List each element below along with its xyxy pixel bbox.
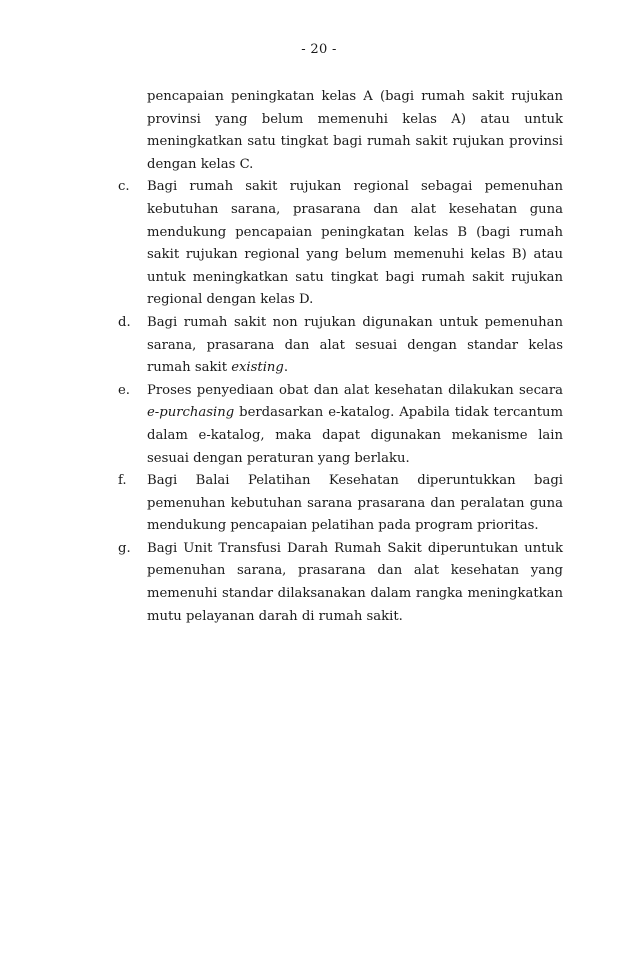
list-item-text: Bagi Unit Transfusi Darah Rumah Sakit diperuntukan untuk pemenuhan sarana, prasarana dan alat kesehatan yang memenuhi standar dilaksanakan dalam rangka meningkatkan mutu pelayanan darah di rumah sakit. <box>147 540 563 624</box>
italic-term: e-purchasing <box>147 405 235 421</box>
text-segment: berdasarkan e-katalog. Apabila tidak tercantum dalam e-katalog, maka dapat digunakan mekanisme lain sesuai dengan peraturan yang berlaku. <box>147 405 563 466</box>
list-marker: d. <box>118 314 131 330</box>
list-marker: g. <box>118 540 131 556</box>
page-number: - 20 - <box>301 42 337 57</box>
text-segment: . <box>283 360 289 376</box>
list-item-text: Bagi Balai Pelatihan Kesehatan diperuntukkan bagi pemenuhan kebutuhan sarana prasarana dan peralatan guna mendukung pencapaian pelatihan pada program prioritas. <box>147 473 563 534</box>
list-item-d <box>118 312 563 380</box>
list-item-text <box>147 312 563 380</box>
continuation-paragraph: pencapaian peningkatan kelas A (bagi rumah sakit rujukan provinsi yang belum memenuhi kelas A) atau untuk meningkatkan satu tingkat bagi rumah sakit rujukan provinsi dengan kelas C. <box>147 89 563 172</box>
italic-term: existing <box>231 360 284 376</box>
document-body <box>118 86 563 628</box>
list-item-c <box>118 176 563 312</box>
list-marker: e. <box>118 382 130 398</box>
list-item-text: Bagi rumah sakit rujukan regional sebagai pemenuhan kebutuhan sarana, prasarana dan alat kesehatan guna mendukung pencapaian peningkatan kelas B (bagi rumah sakit rujukan regional yang belum memenuhi kelas B) atau untuk meningkatkan satu tingkat bagi rumah sakit rujukan regional dengan kelas D. <box>147 179 563 308</box>
list-item-f <box>118 470 563 538</box>
text-segment: Bagi rumah sakit non rujukan digunakan untuk pemenuhan sarana, prasarana dan alat sesuai dengan standar kelas rumah sakit <box>147 314 563 376</box>
list-item-e <box>118 380 563 470</box>
list-item-g <box>118 538 563 628</box>
list-marker: f. <box>118 473 127 489</box>
text-segment: Proses penyediaan obat dan alat kesehatan dilakukan secara <box>147 382 563 398</box>
list-item-text <box>147 380 563 470</box>
list-marker: c. <box>118 179 130 195</box>
